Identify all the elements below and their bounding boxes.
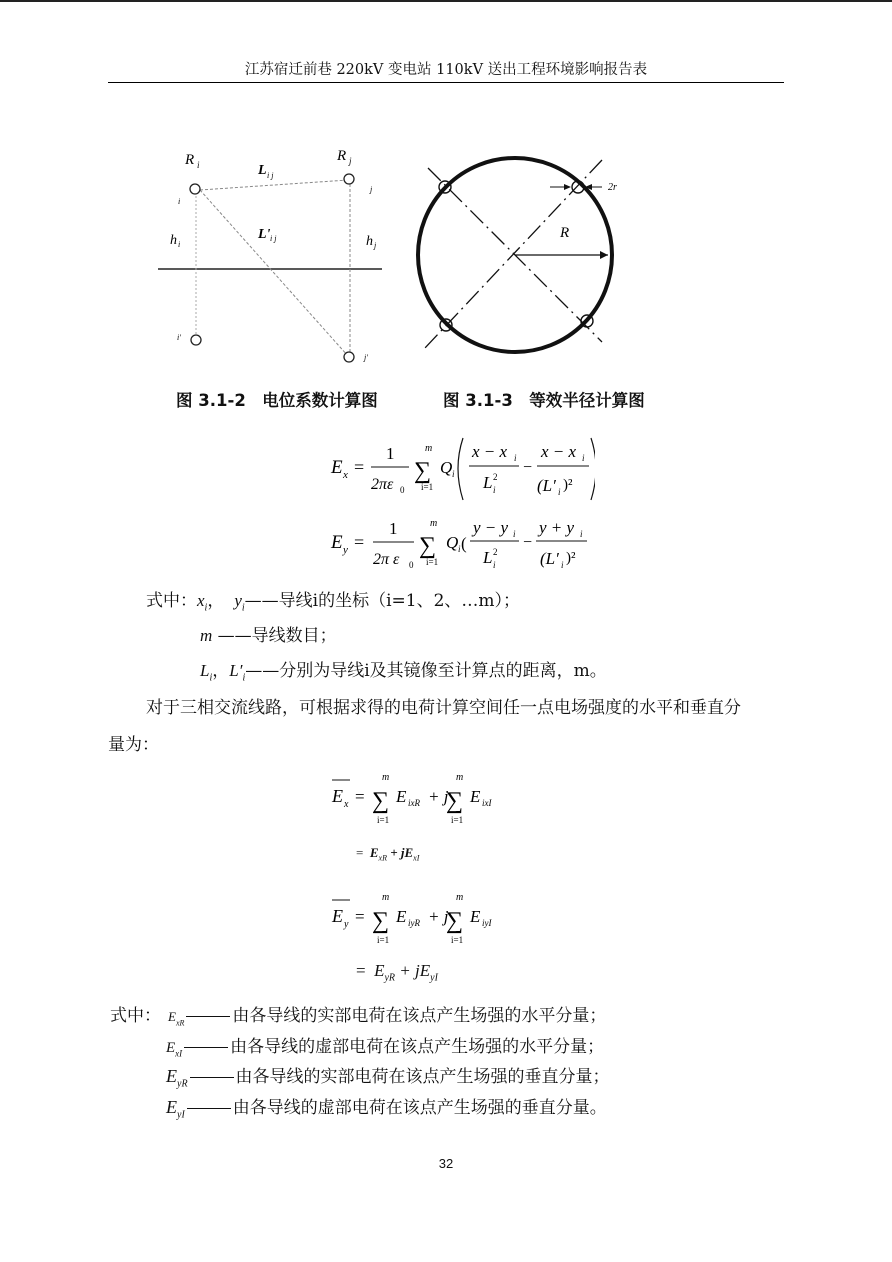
top-border <box>0 0 892 2</box>
svg-text:m: m <box>382 772 390 783</box>
svg-text:i: i <box>558 487 561 497</box>
equivalent-radius-diagram <box>410 150 635 365</box>
label-i: i <box>178 197 181 206</box>
image-j <box>344 352 354 362</box>
page-header: 江苏宿迁前巷 220kV 变电站 110kV 送出工程环境影响报告表 <box>244 62 648 78</box>
svg-text:m: m <box>382 892 390 903</box>
svg-text:i: i <box>493 560 496 570</box>
svg-text:=: = <box>355 907 365 926</box>
svg-text:−: − <box>523 459 533 476</box>
svg-text:∑: ∑ <box>372 908 390 934</box>
label-hi: h <box>170 233 177 248</box>
svg-text:m: m <box>456 772 464 783</box>
svg-text:E: E <box>470 907 481 926</box>
definition-distances: $L_i$，$L'_i——$分别为导线i及其镜像至计算点的距离，m。 <box>200 661 607 684</box>
label-R: R <box>560 225 570 241</box>
label-2r: 2r <box>608 182 617 193</box>
svg-text:+ j: + j <box>428 907 449 926</box>
svg-text:iyR: iyR <box>408 918 420 928</box>
svg-text:2π ε: 2π ε <box>373 551 400 568</box>
svg-text:2: 2 <box>493 472 498 482</box>
equation-ex-result: = $E_{xR} + jE_{xI}$ <box>356 845 420 863</box>
svg-text:E: E <box>396 907 407 926</box>
svg-text:=: = <box>354 532 365 552</box>
figure-caption-3-1-3: 图 3.1-3 等效半径计算图 <box>443 391 645 410</box>
svg-text:i=1: i=1 <box>421 482 434 492</box>
svg-text:i=1: i=1 <box>377 815 390 825</box>
svg-text:1: 1 <box>386 444 395 463</box>
conductor-j <box>344 174 354 184</box>
svg-text:E: E <box>332 786 343 806</box>
label-Rj: R <box>337 148 347 164</box>
svg-text:y + y: y + y <box>539 518 575 537</box>
potential-coefficient-diagram <box>150 140 395 375</box>
svg-text:+ j: + j <box>428 787 449 806</box>
definition-exi: $E_{xI}$ 由各导线的虚部电荷在该点产生场强的水平分量； <box>166 1037 605 1059</box>
svg-text:(L′: (L′ <box>537 476 556 495</box>
svg-text:i=1: i=1 <box>451 935 464 945</box>
svg-text:Q: Q <box>440 458 453 477</box>
svg-text:∑: ∑ <box>446 908 464 934</box>
label-Lpij-sub: i j <box>270 234 277 243</box>
svg-text:2: 2 <box>493 547 498 557</box>
svg-text:2πε: 2πε <box>371 476 394 493</box>
svg-text:x − x: x − x <box>541 442 577 461</box>
equation-ey <box>325 510 595 580</box>
definition-coordinates: 式中：$x_i$， $y_i——$导线i的坐标（i=1、2、…m）； <box>146 591 521 614</box>
svg-text:x: x <box>344 799 349 810</box>
svg-text:i: i <box>452 469 455 479</box>
svg-text:)²: )² <box>566 550 576 566</box>
svg-text:m: m <box>425 443 433 454</box>
svg-text:E: E <box>331 532 343 553</box>
svg-text:)²: )² <box>563 477 573 493</box>
label-j: j <box>370 185 373 194</box>
svg-text:1: 1 <box>389 519 398 538</box>
svg-text:i=1: i=1 <box>377 935 390 945</box>
label-Lij-sub: i j <box>267 171 274 180</box>
svg-text:i: i <box>458 544 461 554</box>
svg-text:i: i <box>493 485 496 495</box>
label-hi-sub: i <box>178 240 181 249</box>
svg-text:E: E <box>470 787 481 806</box>
svg-text:i: i <box>513 529 516 539</box>
figure-caption-3-1-2: 图 3.1-2 电位系数计算图 <box>176 391 378 410</box>
label-i-prime: i' <box>177 333 181 342</box>
svg-text:i: i <box>514 453 517 463</box>
svg-text:ixI: ixI <box>482 798 492 808</box>
paragraph-line-1: 对于三相交流线路，可根据求得的电荷计算空间任一点电场强度的水平和垂直分 <box>146 698 741 718</box>
definition-exr: $E_{xR}$ 由各导线的实部电荷在该点产生场强的水平分量； <box>168 1006 607 1028</box>
svg-text:y: y <box>343 544 348 556</box>
svg-text:−: − <box>523 534 533 551</box>
svg-text:m: m <box>456 892 464 903</box>
svg-text:0: 0 <box>400 485 405 495</box>
equation-ey-complex <box>328 888 528 952</box>
conductor-i <box>190 184 200 194</box>
svg-text:x: x <box>343 469 348 481</box>
svg-text:i: i <box>561 560 564 570</box>
definition-eyi: $E_{yI}$ 由各导线的虚部电荷在该点产生场强的垂直分量。 <box>166 1097 607 1121</box>
svg-text:∑: ∑ <box>372 788 390 814</box>
svg-text:i: i <box>580 529 583 539</box>
definition-m: m ——导线数目； <box>200 626 337 646</box>
label-Lij: L <box>258 163 267 178</box>
svg-text:i: i <box>582 453 585 463</box>
svg-text:ixR: ixR <box>408 798 420 808</box>
label-Ri-sub: i <box>197 160 200 170</box>
label-hj-sub: j <box>374 241 377 250</box>
label-Ri: R <box>185 152 195 168</box>
svg-text:(: ( <box>461 534 467 553</box>
svg-text:i=1: i=1 <box>451 815 464 825</box>
svg-text:y − y: y − y <box>473 518 509 537</box>
svg-text:∑: ∑ <box>446 788 464 814</box>
label-Lpij: L' <box>258 227 271 242</box>
defs2-prefix: 式中： <box>110 1006 161 1026</box>
svg-text:L: L <box>483 473 493 492</box>
svg-text:0: 0 <box>409 560 414 570</box>
definition-eyr: $E_{yR}$ 由各导线的实部电荷在该点产生场强的垂直分量； <box>166 1066 610 1090</box>
label-hj: h <box>366 234 373 249</box>
label-j-prime: j' <box>364 353 368 362</box>
svg-text:∑: ∑ <box>414 458 432 484</box>
svg-text:E: E <box>332 906 343 926</box>
page-number: 32 <box>438 1156 454 1171</box>
header-rule <box>108 82 784 83</box>
svg-text:i=1: i=1 <box>426 557 439 567</box>
svg-text:y: y <box>344 919 349 930</box>
svg-text:=: = <box>355 787 365 806</box>
svg-text:iyI: iyI <box>482 918 492 928</box>
equation-ex <box>325 428 595 508</box>
equation-ey-result: = $E_{yR} + jE_{yI}$ <box>356 961 438 984</box>
svg-text:(L′: (L′ <box>540 549 559 568</box>
label-Rj-sub: j <box>349 156 352 166</box>
svg-text:L: L <box>483 548 493 567</box>
svg-text:∑: ∑ <box>419 533 437 559</box>
image-i <box>191 335 201 345</box>
equation-ex-complex <box>328 768 528 832</box>
svg-text:Q: Q <box>446 533 459 552</box>
svg-text:E: E <box>331 457 343 478</box>
svg-text:E: E <box>396 787 407 806</box>
svg-text:x − x: x − x <box>472 442 508 461</box>
svg-text:=: = <box>354 457 365 477</box>
paragraph-line-2: 量为： <box>108 735 159 755</box>
svg-text:m: m <box>430 518 438 529</box>
